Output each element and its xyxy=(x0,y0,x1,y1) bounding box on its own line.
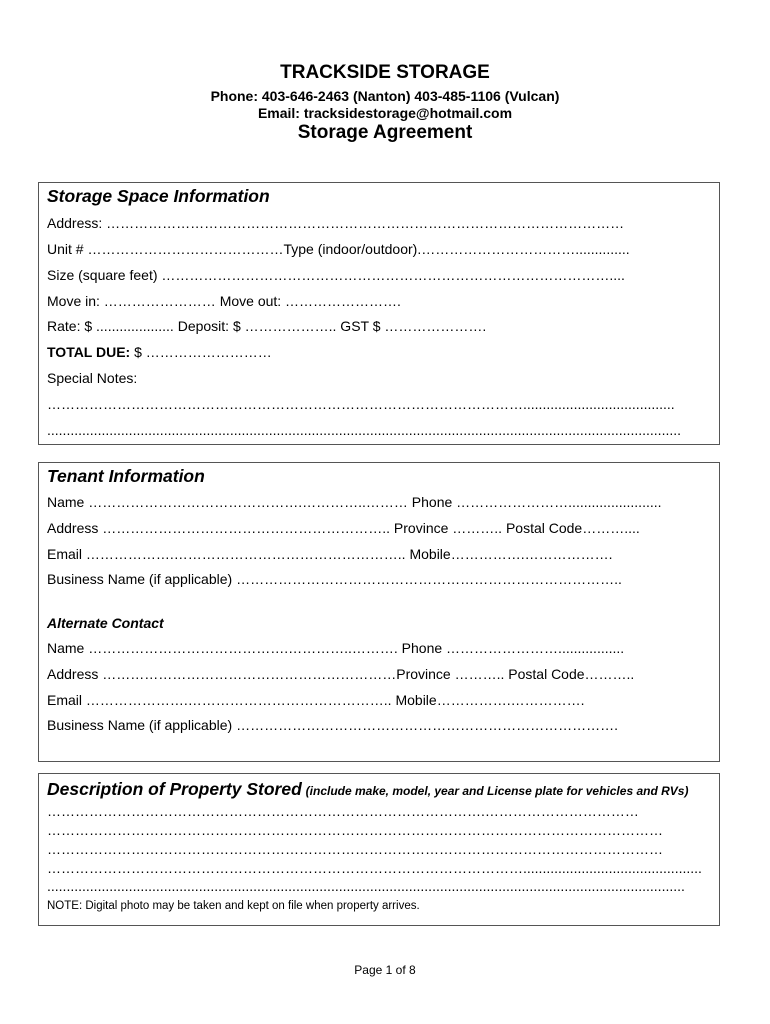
total-due-field[interactable] xyxy=(47,344,272,360)
company-title: TRACKSIDE STORAGE xyxy=(280,62,490,83)
property-section-heading: Description of Property Stored xyxy=(47,779,302,799)
special-notes-line-2[interactable]: ................................................................................................................................................................... xyxy=(47,422,682,438)
alt-address-field[interactable]: Address ………………………………………………………Province ……….. Postal Code……….. xyxy=(47,666,635,682)
unit-type-field[interactable]: Unit # ……………………………………Type (indoor/outdoor).…………………………….............. xyxy=(47,241,630,257)
document-title: Storage Agreement xyxy=(297,122,473,143)
property-heading-note: (include make, model, year and License plate for vehicles and RVs) xyxy=(305,784,689,798)
property-heading-row xyxy=(47,779,688,799)
tenant-section-heading: Tenant Information xyxy=(47,466,205,486)
alternate-contact-heading: Alternate Contact xyxy=(47,615,164,631)
photo-note: NOTE: Digital photo may be taken and kept on file when property arrives. xyxy=(47,900,420,912)
move-dates-field[interactable]: Move in: …………………… Move out: ……………………. xyxy=(47,293,401,309)
size-field[interactable]: Size (square feet) …………………………………………………………………………………….... xyxy=(47,267,625,283)
storage-space-section xyxy=(38,182,720,445)
total-due-value: $ ……………………… xyxy=(130,344,272,360)
property-line-4[interactable]: ………………………………………………………………………………………….............................................. xyxy=(47,860,702,876)
rate-deposit-gst-field[interactable]: Rate: $ .................... Deposit: $ ……………….. GST $ …………………. xyxy=(47,318,487,334)
tenant-email-mobile-field[interactable]: Email ……………….………………………………………….. Mobile…………….………………. xyxy=(47,546,613,562)
alt-business-field[interactable]: Business Name (if applicable) ………………………………………………………………………. xyxy=(47,717,618,733)
tenant-address-field[interactable]: Address …………………………………………………….. Province ……….. Postal Code……….... xyxy=(47,520,640,536)
property-line-3[interactable]: …………………………………………………………………………………………………………………… xyxy=(47,841,663,857)
phone-line: Phone: 403-646-2463 (Nanton) 403-485-1106 (Vulcan) xyxy=(210,88,560,104)
alt-email-mobile-field[interactable]: Email ………………….…………………………………….. Mobile…………….……………. xyxy=(47,692,585,708)
property-line-1[interactable]: ………………………………………………………………………………….…………………………… xyxy=(47,803,639,819)
tenant-name-phone-field[interactable]: Name ……………………………………….…………..……… Phone ……………………........................ xyxy=(47,494,662,510)
tenant-section xyxy=(38,462,720,762)
property-line-2[interactable]: …………………………………………………………………………………………………………………… xyxy=(47,822,663,838)
tenant-business-field[interactable]: Business Name (if applicable) ……………………………………………………………………….. xyxy=(47,571,622,587)
property-line-5[interactable]: .................................................................................................................................................................... xyxy=(47,878,685,894)
alt-name-phone-field[interactable]: Name …………………………………….…………..………. Phone ……………………................. xyxy=(47,640,625,656)
property-section xyxy=(38,773,720,926)
total-due-label: TOTAL DUE: xyxy=(47,344,131,360)
page-number: Page 1 of 8 xyxy=(354,963,416,977)
address-field[interactable]: Address: ………………………………………………………………………………………………… xyxy=(47,215,625,231)
special-notes-label: Special Notes: xyxy=(47,370,138,386)
email-line: Email: tracksidestorage@hotmail.com xyxy=(257,105,513,121)
storage-section-heading: Storage Space Information xyxy=(47,186,270,206)
special-notes-line-1[interactable]: …………………………………………………………………………………………....................................... xyxy=(47,396,675,412)
